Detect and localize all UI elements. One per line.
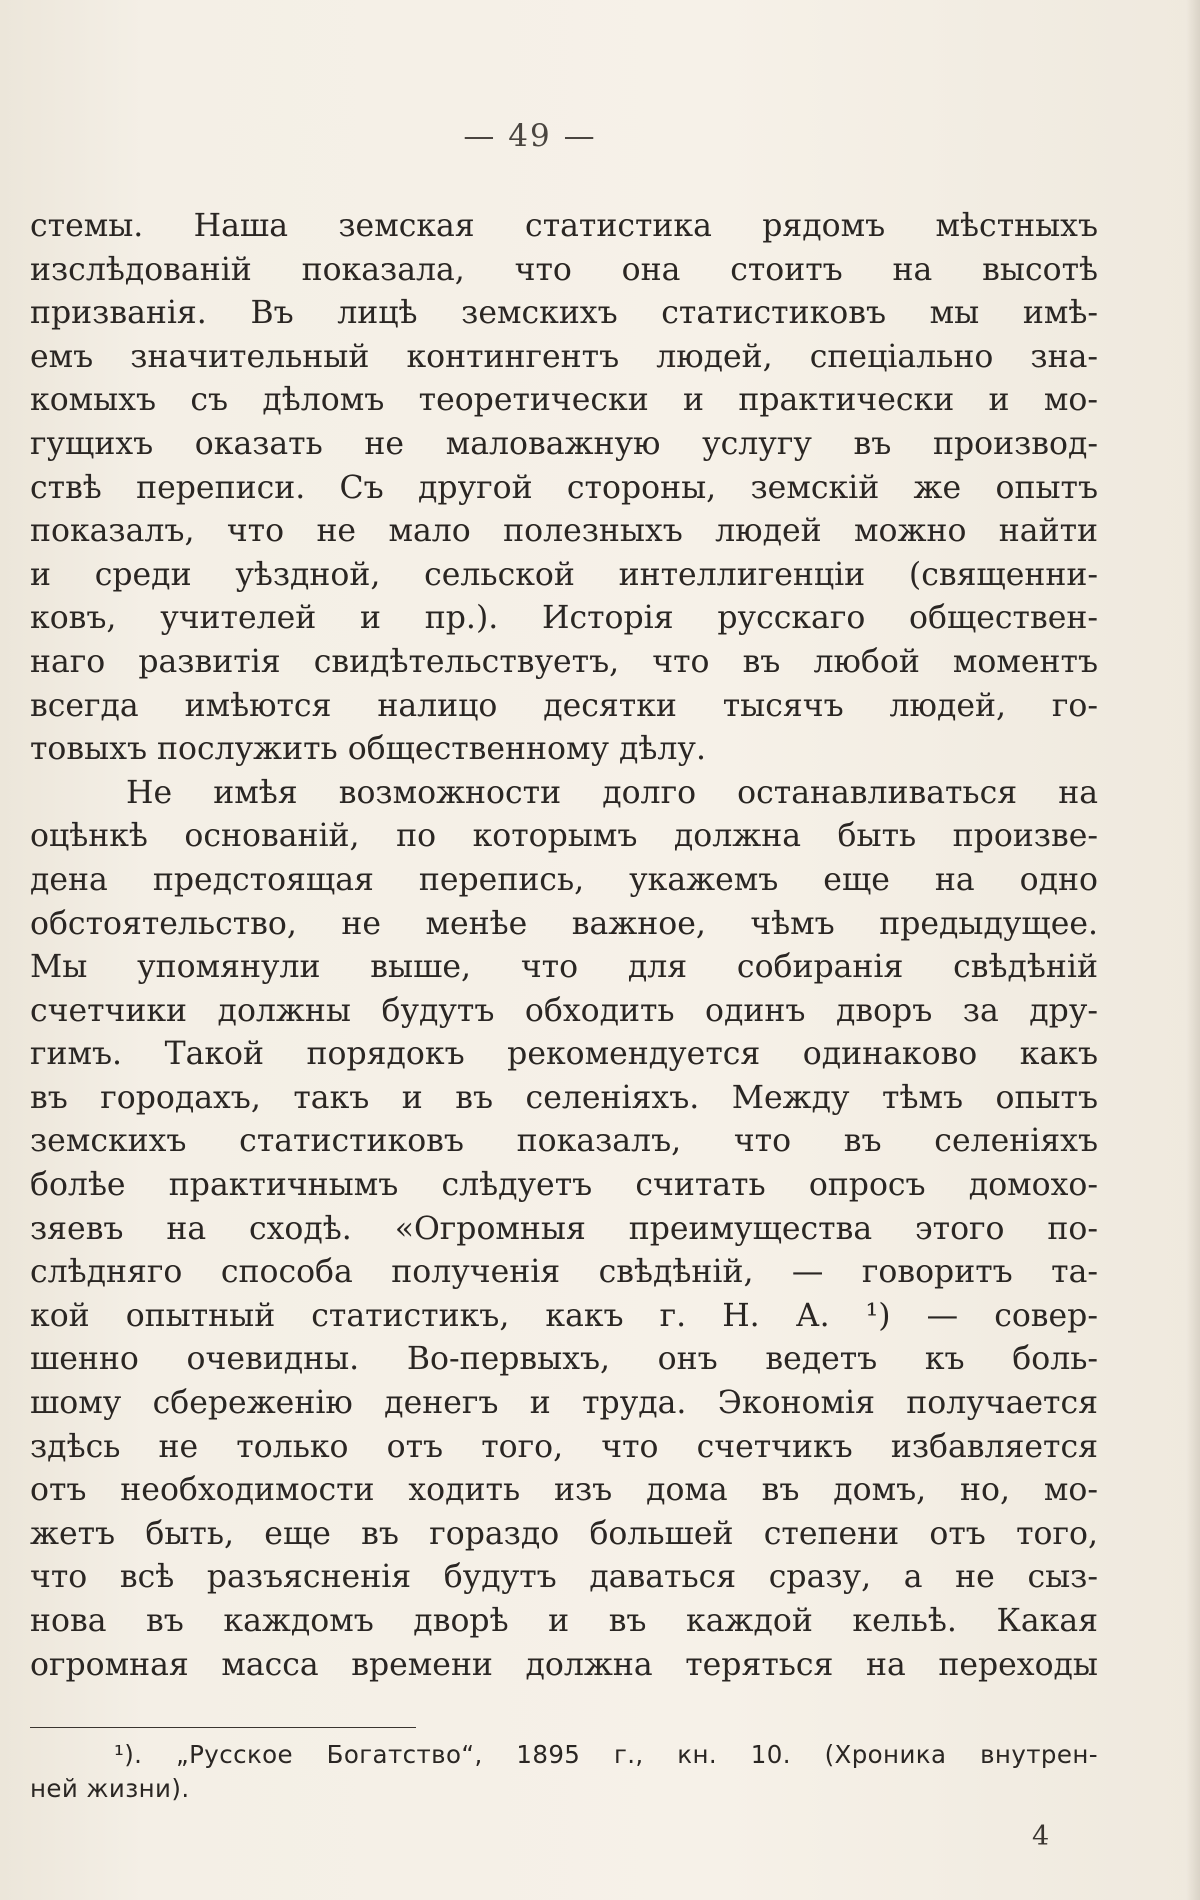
page-edge-shadow [1186,0,1200,1900]
text-line-11: наго развитія свидѣтельствуетъ, что въ любой моментъ [30,643,1098,680]
text-line-18: Мы упомянули выше, что для собиранія свѣдѣній [30,949,1098,986]
footnote [30,1738,1098,1806]
text-line-21: въ городахъ, такъ и въ селеніяхъ. Между тѣмъ опытъ [30,1079,1098,1116]
text-line-14: Не имѣя возможности долго останавливаться на [126,774,1098,811]
text-line-8: показалъ, что не мало полезныхъ людей можно найти [30,513,1098,550]
footnote-line-2: ней жизни). [30,1774,190,1803]
text-line-33: нова въ каждомъ дворѣ и въ каждой кельѣ. Какая [30,1603,1098,1639]
body-text [30,205,1098,1687]
text-line-31: жетъ быть, еще въ гораздо большей степени отъ того, [30,1515,1098,1552]
text-line-30: отъ необходимости ходить изъ дома въ домъ, но, мо- [30,1472,1098,1509]
text-line-19: счетчики должны будутъ обходить одинъ дворъ за дру- [30,992,1098,1029]
text-line-32: что всѣ разъясненія будутъ даваться сразу, а не сыз- [30,1559,1098,1596]
text-line-6: гущихъ оказать не маловажную услугу въ производ- [30,425,1098,462]
text-line-28: шому сбереженію денегъ и труда. Экономія получается [30,1385,1098,1422]
text-line-12: всегда имѣются налицо десятки тысячъ людей, го- [30,687,1098,724]
text-line-27: шенно очевидны. Во-первыхъ, онъ ведетъ къ боль- [30,1341,1098,1378]
text-line-17: обстоятельство, не менѣе важное, чѣмъ предыдущее. [30,905,1098,942]
text-line-26: кой опытный статистикъ, какъ г. Н. А. ¹) — совер- [30,1297,1098,1334]
text-line-9: и среди уѣздной, сельской интеллигенціи (священни- [30,556,1098,593]
footnote-divider [30,1727,416,1728]
page-number: — 49 — [463,118,597,154]
text-line-3: призванія. Въ лицѣ земскихъ статистиковъ мы имѣ- [30,295,1098,332]
text-line-13: товыхъ послужить общественному дѣлу. [30,731,706,768]
text-line-34: огромная масса времени должна теряться на переходы [30,1646,1098,1683]
text-line-25: слѣдняго способа полученія свѣдѣній, — говоритъ та- [30,1254,1098,1291]
text-line-16: дена предстоящая перепись, укажемъ еще на одно [30,861,1098,898]
text-line-10: ковъ, учителей и пр.). Исторія русскаго обществен- [30,600,1098,637]
text-line-20: гимъ. Такой порядокъ рекомендуется одинаково какъ [30,1036,1098,1073]
text-line-23: болѣе практичнымъ слѣдуетъ считать опросъ домохо- [30,1167,1098,1204]
text-line-29: здѣсь не только отъ того, что счетчикъ избавляется [30,1428,1098,1465]
text-line-4: емъ значительный контингентъ людей, спеціально зна- [30,338,1098,375]
text-line-2: изслѣдованій показала, что она стоитъ на высотѣ [30,251,1098,288]
text-line-1: стемы. Наша земская статистика рядомъ мѣстныхъ [30,208,1098,244]
text-line-22: земскихъ статистиковъ показалъ, что въ селеніяхъ [30,1123,1098,1160]
text-line-7: ствѣ переписи. Съ другой стороны, земскій же опытъ [30,469,1098,506]
footnote-line-1: ¹). „Русское Богатство“, 1895 г., кн. 10. (Хроника внутрен- [114,1740,1098,1769]
signature-mark: 4 [1032,1821,1050,1852]
text-line-5: комыхъ съ дѣломъ теоретически и практически и мо- [30,382,1098,419]
text-line-15: оцѣнкѣ основаній, по которымъ должна быть произве- [30,818,1098,855]
text-line-24: зяевъ на сходѣ. «Огромныя преимущества этого по- [30,1210,1098,1247]
